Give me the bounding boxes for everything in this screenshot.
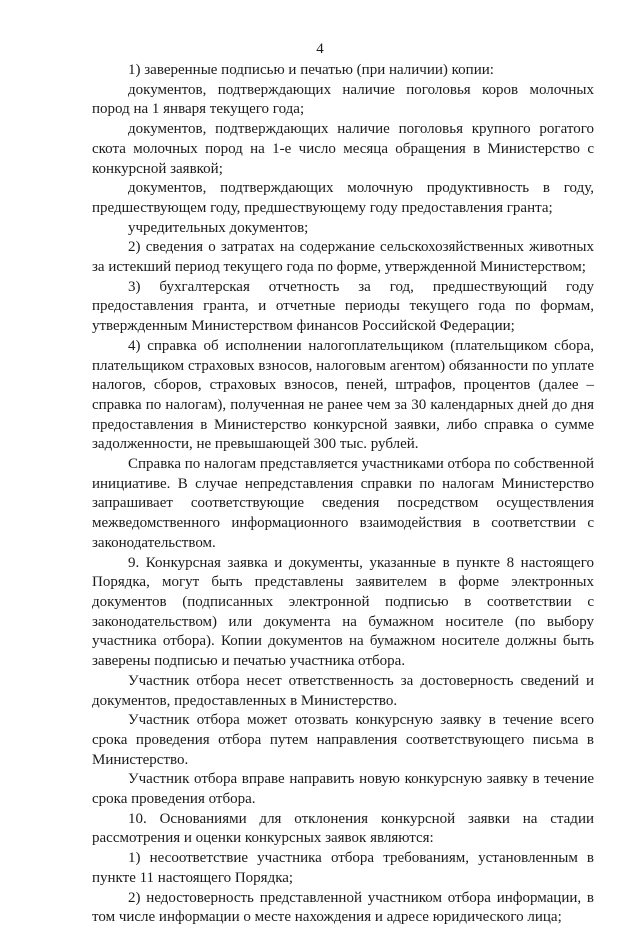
paragraph: 3) бухгалтерская отчетность за год, предшествующий году предоставления гранта, и отчетные периоды текущего года по формам, утвержденным Министерством финансов Российской Федерации; xyxy=(92,278,594,335)
paragraph: учредительных документов; xyxy=(128,219,309,236)
paragraph: документов, подтверждающих наличие поголовья коров молочных пород на 1 января текущего года; xyxy=(92,81,594,118)
paragraph: 2) недостоверность представленной участником отбора информации, в том числе информации о месте нахождения и адресе юридического лица; xyxy=(92,889,594,926)
paragraph: Участник отбора может отозвать конкурсную заявку в течение всего срока проведения отбора путем направления соответствующего письма в Министерство. xyxy=(92,712,594,768)
paragraph: 2) сведения о затратах на содержание сельскохозяйственных животных за истекший период текущего года по форме, утвержденной Министерством; xyxy=(92,239,594,276)
paragraph: документов, подтверждающих молочную продуктивность в году, предшествующем году, предшествующему году предоставления гранта; xyxy=(92,180,594,216)
paragraph: Участник отбора несет ответственность за достоверность сведений и документов, предоставленных в Министерство. xyxy=(92,672,594,709)
paragraph: 1) несоответствие участника отбора требованиям, установленным в пункте 11 настоящего Порядка; xyxy=(92,850,594,886)
document-body xyxy=(92,61,594,928)
paragraph: Справка по налогам представляется участниками отбора по собственной инициативе. В случае непредставления справки по налогам Министерство запрашивает соответствующие сведения посредством осуществления межведомственного информационного взаимодействия в соответствии с законодательством. xyxy=(92,456,594,551)
paragraph: 4) справка об исполнении налогоплательщиком (плательщиком сбора, плательщиком страховых взносов, налоговым агентом) обязанности по уплате налогов, сборов, страховых взносов, пеней, штрафов, процентов (далее – справка по налогам), полученная не ранее чем за 30 календарных дней до дня предоставления в Министерство конкурсной заявки, либо справка о сумме задолженности, не превышающей 300 тыс. рублей. xyxy=(92,337,594,453)
paragraph: 9. Конкурсная заявка и документы, указанные в пункте 8 настоящего Порядка, могут быть представлены заявителем в форме электронных документов (подписанных электронной подписью в соответствии с законодательством) или документа на бумажном носителе (по выбору участника отбора). Копии документов на бумажном носителе должны быть заверены подписью и печатью участника отбора. xyxy=(92,554,594,670)
page-number: 4 xyxy=(316,41,324,57)
paragraph: 10. Основаниями для отклонения конкурсной заявки на стадии рассмотрения и оценки конкурсных заявок являются: xyxy=(92,810,594,847)
paragraph: Участник отбора вправе направить новую конкурсную заявку в течение срока проведения отбора. xyxy=(92,771,594,808)
paragraph: 1) заверенные подписью и печатью (при наличии) копии: xyxy=(128,62,494,78)
paragraph: документов, подтверждающих наличие поголовья крупного рогатого скота молочных пород на 1-е число месяца обращения в Министерство с конкурсной заявкой; xyxy=(92,121,594,177)
